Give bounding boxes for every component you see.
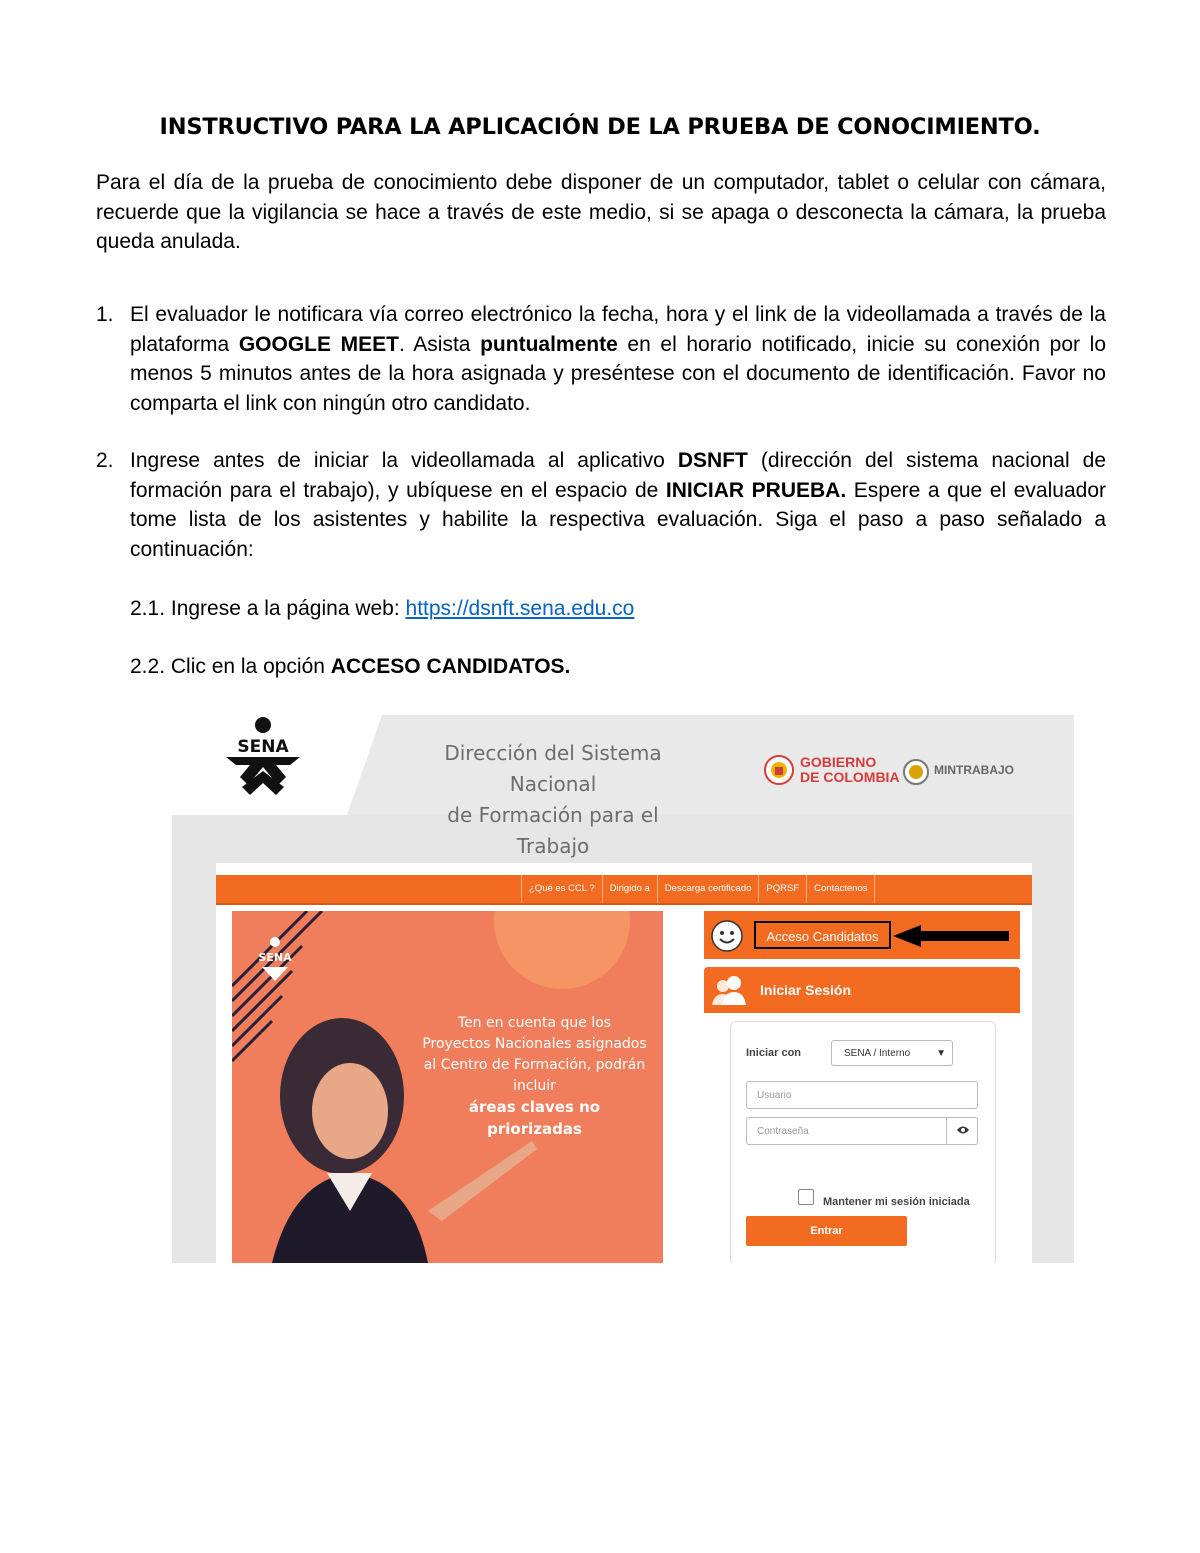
list-number: 2. (96, 449, 114, 472)
mintrabajo-label: MINTRABAJO (934, 763, 1014, 777)
iniciar-sesion-label: Iniciar Sesión (760, 982, 852, 998)
mintrabajo-shield-icon (903, 759, 929, 790)
text-segment: Espere a que el evaluador tome lista de los asistentes y habilite la respectiva evaluación. Siga el paso a paso señalado a continuación: (130, 478, 1106, 561)
smile-icon (710, 919, 744, 958)
dsnft-link[interactable]: https://dsnft.sena.edu.co (405, 597, 635, 620)
intro-paragraph: Para el día de la prueba de conocimiento debe disponer de un computador, tablet o celular con cámara, recuerde que la vigilancia se hace a través de este medio, si se apaga o desconecta la cámara, la prueba queda anulada. (96, 171, 1106, 253)
nav-item-que-es-ccl[interactable]: ¿Qué es CCL ? (521, 875, 602, 903)
site-navbar (216, 875, 1032, 905)
text-segment: (dirección del sistema nacional de formación para el trabajo), y ubíquese en el espacio de (130, 449, 1107, 502)
bold-segment: DSNFT (677, 449, 748, 472)
step-2-2 (130, 652, 570, 682)
site-title-line: de Formación para el Trabajo (447, 803, 659, 858)
bold-segment: GOOGLE MEET (238, 332, 399, 356)
list-item-text (130, 300, 1106, 418)
users-icon (710, 973, 750, 1012)
contrasena-input[interactable]: Contraseña (746, 1117, 978, 1145)
nav-item-descarga-certificado[interactable]: Descarga certificado (657, 875, 759, 903)
dsnft-screenshot (172, 705, 1074, 1263)
login-header (704, 967, 1020, 1013)
bold-segment: INICIAR PRUEBA. (665, 478, 847, 502)
mantener-sesion-checkbox[interactable] (798, 1189, 814, 1205)
iniciar-con-select[interactable] (831, 1040, 953, 1066)
iniciar-con-label: Iniciar con (746, 1047, 802, 1059)
sena-logo-text: SENA (237, 737, 289, 757)
gobierno-de-colombia (800, 755, 900, 785)
chevron-down-icon: ▼ (936, 1048, 946, 1059)
nav-item-dirigido-a[interactable]: Dirigido a (602, 875, 657, 903)
gov-line: GOBIERNO (800, 754, 877, 770)
document-title: INSTRUCTIVO PARA LA APLICACIÓN DE LA PRUEBA DE CONOCIMIENTO. (159, 114, 1041, 140)
site-title (408, 738, 698, 862)
banner-text (422, 1013, 647, 1141)
entrar-button[interactable]: Entrar (746, 1216, 907, 1246)
acceso-candidatos-button[interactable]: Acceso Candidatos (754, 921, 891, 949)
list-item-2 (96, 446, 1106, 564)
bold-segment: ACCESO CANDIDATOS. (330, 655, 571, 678)
text-segment: Ingrese antes de iniciar la videollamada al aplicativo (130, 449, 678, 472)
usuario-input[interactable]: Usuario (746, 1081, 978, 1109)
gov-line: DE COLOMBIA (800, 769, 900, 785)
step-2-1 (130, 594, 634, 624)
list-number: 1. (96, 303, 114, 326)
list-item-1 (96, 300, 1106, 418)
nav-item-pqrsf[interactable]: PQRSF (758, 875, 806, 903)
nav-item-contactenos[interactable]: Contáctenos (806, 875, 875, 903)
site-title-line: Dirección del Sistema Nacional (444, 741, 662, 796)
banner-text-line: Ten en cuenta que los Proyectos Nacionales asignados al Centro de Formación, podrán incluir (422, 1015, 647, 1094)
arrow-left-icon (891, 923, 1011, 954)
text-segment: en el horario notificado, inicie su conexión por lo menos 5 minutos antes de la hora asignada y preséntese con el documento de identificación. Favor no comparta el link con ningún otro candidato. (130, 332, 1107, 415)
promo-banner (232, 911, 663, 1263)
select-value: SENA / Interno (844, 1048, 911, 1059)
list-item-text (130, 446, 1106, 564)
banner-bold: áreas claves no priorizadas (468, 1098, 601, 1138)
eye-icon[interactable] (946, 1117, 979, 1145)
text-segment: El evaluador le notificara vía correo electrónico la fecha, hora y el link de la videollamada a través de la plataforma (130, 303, 1106, 356)
sena-logo (220, 715, 310, 810)
text-segment: . Asista (398, 332, 481, 356)
bold-segment: puntualmente (480, 332, 618, 356)
colombia-shield-icon (764, 755, 794, 790)
mantener-sesion-label: Mantener mi sesión iniciada (823, 1196, 970, 1208)
step-label: 2.1. Ingrese a la página web: (130, 597, 406, 620)
banner-logo-text: SENA (258, 951, 292, 964)
step-label: 2.2. Clic en la opción (130, 655, 331, 678)
